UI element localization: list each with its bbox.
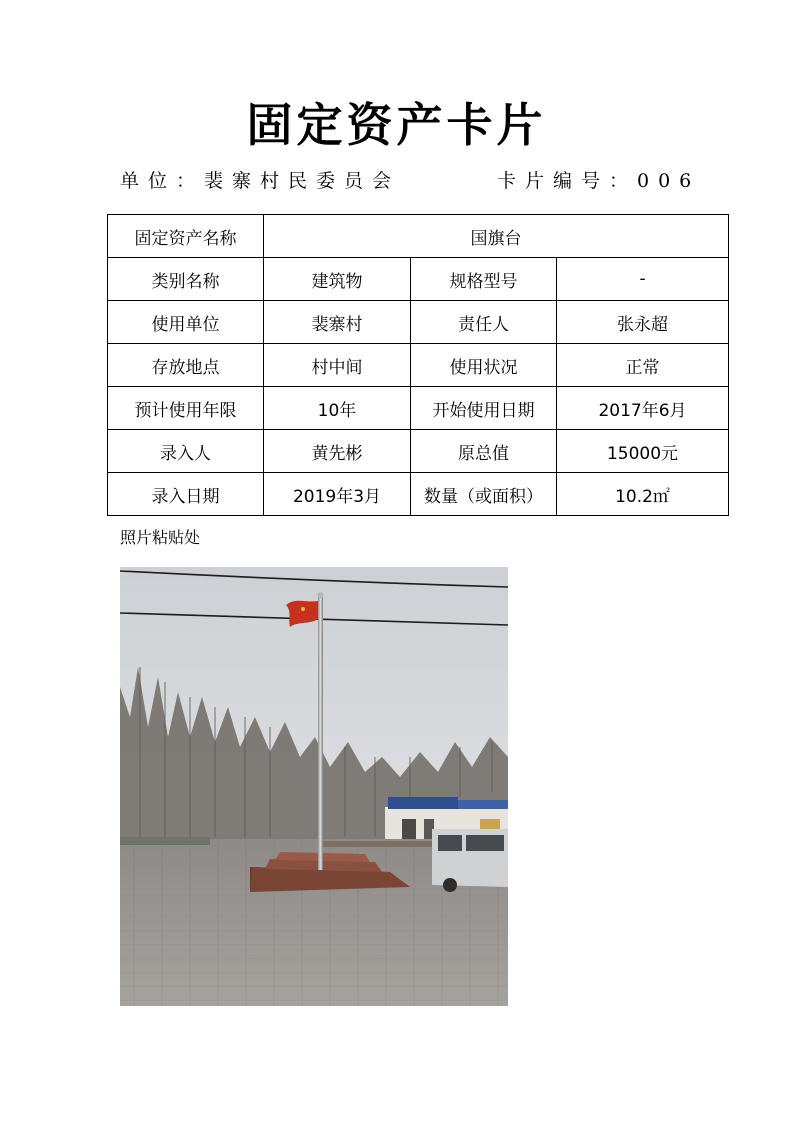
spec-value: - <box>557 258 729 301</box>
asset-table <box>107 214 729 516</box>
quantity-label: 数量（或面积） <box>411 473 557 516</box>
entered-by-value: 黄先彬 <box>264 430 411 473</box>
location-value: 村中间 <box>264 344 411 387</box>
table-row <box>108 387 729 430</box>
flagpole-photo <box>120 567 508 1006</box>
table-row <box>108 473 729 516</box>
card-number: 卡片编号：006 <box>497 170 701 192</box>
user-unit-value: 裴寨村 <box>264 301 411 344</box>
responsible-label: 责任人 <box>411 301 557 344</box>
spec-label: 规格型号 <box>411 258 557 301</box>
entered-by-label: 录入人 <box>108 430 264 473</box>
unit-label: 单位：裴寨村民委员会 <box>120 170 401 192</box>
table-row <box>108 258 729 301</box>
table-row <box>108 344 729 387</box>
asset-name-label: 固定资产名称 <box>108 215 264 258</box>
location-label: 存放地点 <box>108 344 264 387</box>
table-row <box>108 430 729 473</box>
photo-label: 照片粘贴处 <box>120 528 201 547</box>
category-label: 类别名称 <box>108 258 264 301</box>
user-unit-label: 使用单位 <box>108 301 264 344</box>
status-label: 使用状况 <box>411 344 557 387</box>
status-value: 正常 <box>557 344 729 387</box>
page-title: 固定资产卡片 <box>246 98 547 152</box>
asset-name-value: 国旗台 <box>264 215 729 258</box>
entry-date-label: 录入日期 <box>108 473 264 516</box>
table-row <box>108 215 729 258</box>
start-date-label: 开始使用日期 <box>411 387 557 430</box>
start-date-value: 2017年6月 <box>557 387 729 430</box>
entry-date-value: 2019年3月 <box>264 473 411 516</box>
table-row <box>108 301 729 344</box>
lifespan-value: 10年 <box>264 387 411 430</box>
original-value-value: 15000元 <box>557 430 729 473</box>
quantity-value: 10.2㎡ <box>557 473 729 516</box>
original-value-label: 原总值 <box>411 430 557 473</box>
lifespan-label: 预计使用年限 <box>108 387 264 430</box>
responsible-value: 张永超 <box>557 301 729 344</box>
category-value: 建筑物 <box>264 258 411 301</box>
